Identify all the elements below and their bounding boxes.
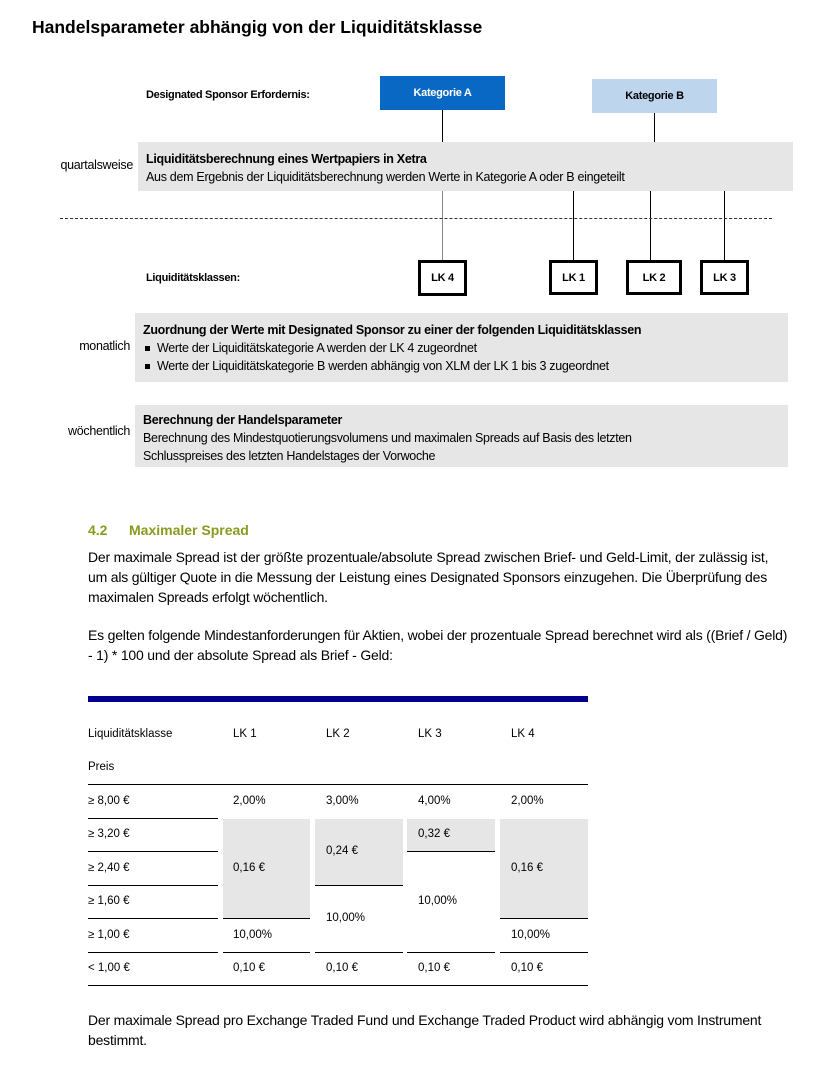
section-number: 4.2 [88, 522, 108, 538]
row-label: ≥ 8,00 € [88, 795, 130, 807]
table-cell: 10,00% [418, 895, 458, 907]
divider [88, 851, 218, 852]
divider [88, 918, 218, 919]
paragraph: Der maximale Spread pro Exchange Traded Fund und Exchange Traded Product wird abhängig vom Instrument bestimmt. [88, 1012, 762, 1048]
step-box-weekly [135, 405, 788, 467]
step-text: Schlusspreises des letzten Handelstages der Vorwoche [143, 449, 436, 463]
table-cell: 0,10 € [418, 962, 450, 974]
row-label: ≥ 1,00 € [88, 929, 130, 941]
lk1-box: LK 1 [549, 260, 598, 295]
divider [88, 885, 218, 886]
step-heading: Liquiditätsberechnung eines Wertpapiers in Xetra [146, 152, 427, 166]
step-bullet: Werte der Liquiditätskategorie A werden der LK 4 zugeordnet [143, 339, 788, 357]
sponsor-requirement-label: Designated Sponsor Erfordernis: [146, 89, 310, 101]
divider [407, 952, 495, 953]
divider [88, 952, 218, 953]
frequency-label-monthly: monatlich [79, 339, 130, 353]
step-box-monthly [135, 313, 788, 382]
lk2-box: LK 2 [626, 260, 682, 295]
step-heading: Berechnung der Handelsparameter [143, 413, 343, 427]
step-heading: Zuordnung der Werte mit Designated Sponsor zu einer der folgenden Liquiditätsklassen [143, 323, 642, 337]
lk4-box: LK 4 [418, 260, 467, 296]
step-bullet: Werte der Liquiditätskategorie B werden abhängig von XLM der LK 1 bis 3 zugeordnet [143, 357, 788, 375]
connector-line [573, 191, 574, 260]
liquidity-classes-label: Liquiditätsklassen: [146, 272, 240, 284]
table-cell: 2,00% [511, 795, 544, 807]
row-label: ≥ 3,20 € [88, 828, 130, 840]
table-cell: 0,10 € [233, 962, 265, 974]
divider [407, 851, 495, 852]
section-title: Maximaler Spread [129, 522, 249, 538]
table-cell: 10,00% [326, 912, 366, 924]
col-header: LK 4 [511, 728, 535, 740]
table-cell: 0,16 € [511, 862, 543, 874]
divider [88, 985, 588, 986]
table-cell: 0,16 € [233, 862, 265, 874]
col-header-label: Liquiditätsklasse [88, 728, 173, 740]
category-a-box: Kategorie A [380, 76, 505, 110]
connector-line [654, 113, 655, 142]
table-cell: 10,00% [511, 929, 551, 941]
row-label: < 1,00 € [88, 962, 130, 974]
table-cell: 0,10 € [511, 962, 543, 974]
page-title: Handelsparameter abhängig von der Liquiditätsklasse [32, 17, 483, 37]
divider [500, 952, 588, 953]
row-label: ≥ 1,60 € [88, 895, 130, 907]
paragraph: Es gelten folgende Mindestanforderungen für Aktien, wobei der prozentuale Spread berechnet wird als ((Brief / Geld) - 1) * 100 und der absolute Spread als Brief - Geld: [88, 627, 788, 663]
table-top-bar [88, 696, 588, 702]
table-cell: 0,32 € [418, 828, 450, 840]
category-b-box: Kategorie B [592, 79, 717, 113]
step-text: Aus dem Ergebnis der Liquiditätsberechnung werden Werte in Kategorie A oder B eingeteilt [146, 170, 625, 184]
table-cell: 3,00% [326, 795, 359, 807]
row-header-label: Preis [88, 761, 115, 773]
step-text: Berechnung des Mindestquotierungsvolumens und maximalen Spreads auf Basis des letzten [143, 431, 632, 445]
frequency-label-weekly: wöchentlich [67, 424, 130, 438]
divider [315, 952, 403, 953]
divider [500, 918, 588, 919]
frequency-label-quarterly: quartalsweise [60, 158, 133, 172]
connector-line [442, 191, 443, 260]
section-heading [88, 522, 249, 538]
connector-line [650, 191, 651, 260]
connector-line [724, 191, 725, 260]
table-cell: 0,10 € [326, 962, 358, 974]
table-cell: 4,00% [418, 795, 451, 807]
table-cell: 10,00% [233, 929, 273, 941]
paragraph: Der maximale Spread ist der größte prozentuale/absolute Spread zwischen Brief- und Geld-Limit, der zulässig ist, um als gültiger Quote in die Messung der Leistung eines Designated Sponsors einzugehen. Die Überprüfung des maximalen Spreads erfolgt wöchentlich. [88, 549, 769, 605]
divider [315, 885, 403, 886]
divider [223, 918, 310, 919]
col-header: LK 3 [418, 728, 442, 740]
table-cell: 0,24 € [326, 845, 358, 857]
divider [223, 952, 310, 953]
row-label: ≥ 2,40 € [88, 862, 130, 874]
divider [88, 784, 588, 785]
connector-line [442, 110, 443, 142]
lk3-box: LK 3 [700, 260, 749, 295]
col-header: LK 1 [233, 728, 257, 740]
table-cell: 2,00% [233, 795, 266, 807]
col-header: LK 2 [326, 728, 350, 740]
divider [88, 818, 218, 819]
step-box-quarterly [138, 142, 793, 191]
dashed-separator [60, 218, 772, 219]
